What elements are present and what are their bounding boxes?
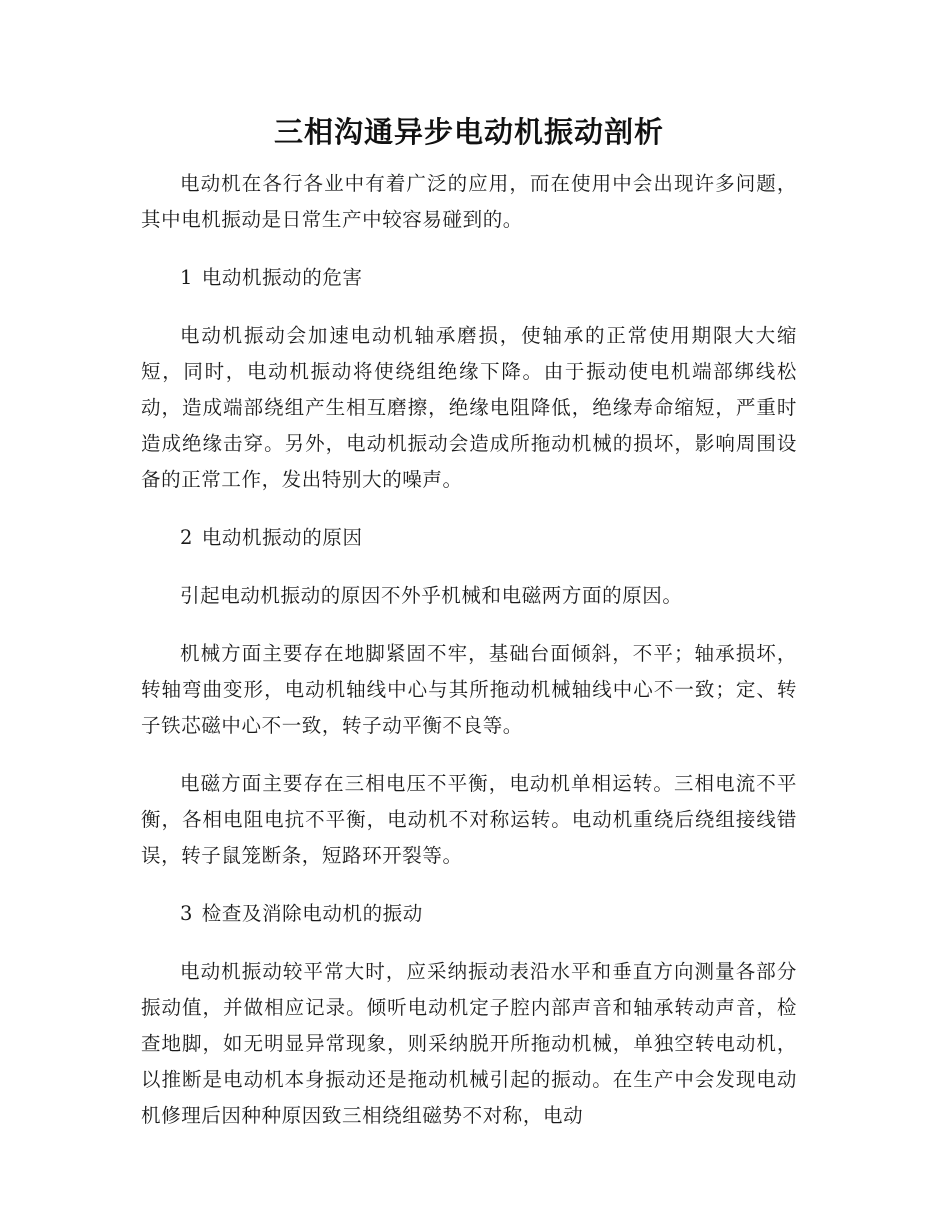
section-number: 1	[180, 266, 194, 289]
section-number: 3	[180, 902, 194, 925]
paragraph-harm: 电动机振动会加速电动机轴承磨损，使轴承的正常使用期限大大缩短，同时，电动机振动将使绕组绝缘下降。由于振动使电机端部绑线松动，造成端部绕组产生相互磨擦，绝缘电阻降低，绝缘寿命缩短，严重时造成绝缘击穿。另外，电动机振动会造成所拖动机械的损坏，影响周围设备的正常工作，发出特别大的噪声。	[141, 324, 797, 491]
section-heading-text: 电动机振动的危害	[201, 266, 363, 289]
paragraph-electromagnetic-causes: 电磁方面主要存在三相电压不平衡，电动机单相运转。三相电流不平衡，各相电阻电抗不平衡，电动机不对称运转。电动机重绕后绕组接线错误，转子鼠笼断条，短路环开裂等。	[141, 772, 797, 867]
paragraph-inspection: 电动机振动较平常大时，应采纳振动表沿水平和垂直方向测量各部分振动值，并做相应记录。倾听电动机定子腔内部声音和轴承转动声音，检查地脚，如无明显异常现象，则采纳脱开所拖动机械，单独空转电动机，以推断是电动机本身振动还是拖动机械引起的振动。在生产中会发现电动机修理后因种种原因致三相绕组磁势不对称，电动	[141, 960, 797, 1127]
section-heading-text: 检查及消除电动机的振动	[201, 902, 423, 925]
section-heading-3	[141, 896, 797, 932]
section-heading-1	[141, 260, 797, 296]
section-number: 2	[180, 526, 194, 549]
paragraph-cause-summary: 引起电动机振动的原因不外乎机械和电磁两方面的原因。	[180, 584, 683, 607]
document-body	[141, 112, 797, 1134]
document-title: 三相沟通异步电动机振动剖析	[273, 115, 664, 149]
section-heading-text: 电动机振动的原因	[201, 526, 363, 549]
paragraph-mechanical-causes: 机械方面主要存在地脚紧固不牢，基础台面倾斜，不平；轴承损坏，转轴弯曲变形，电动机轴线中心与其所拖动机械轴线中心不一致；定、转子铁芯磁中心不一致，转子动平衡不良等。	[141, 642, 797, 737]
section-heading-2	[141, 520, 797, 556]
paragraph-intro: 电动机在各行各业中有着广泛的应用，而在使用中会出现许多问题，其中电机振动是日常生产中较容易碰到的。	[141, 172, 797, 231]
